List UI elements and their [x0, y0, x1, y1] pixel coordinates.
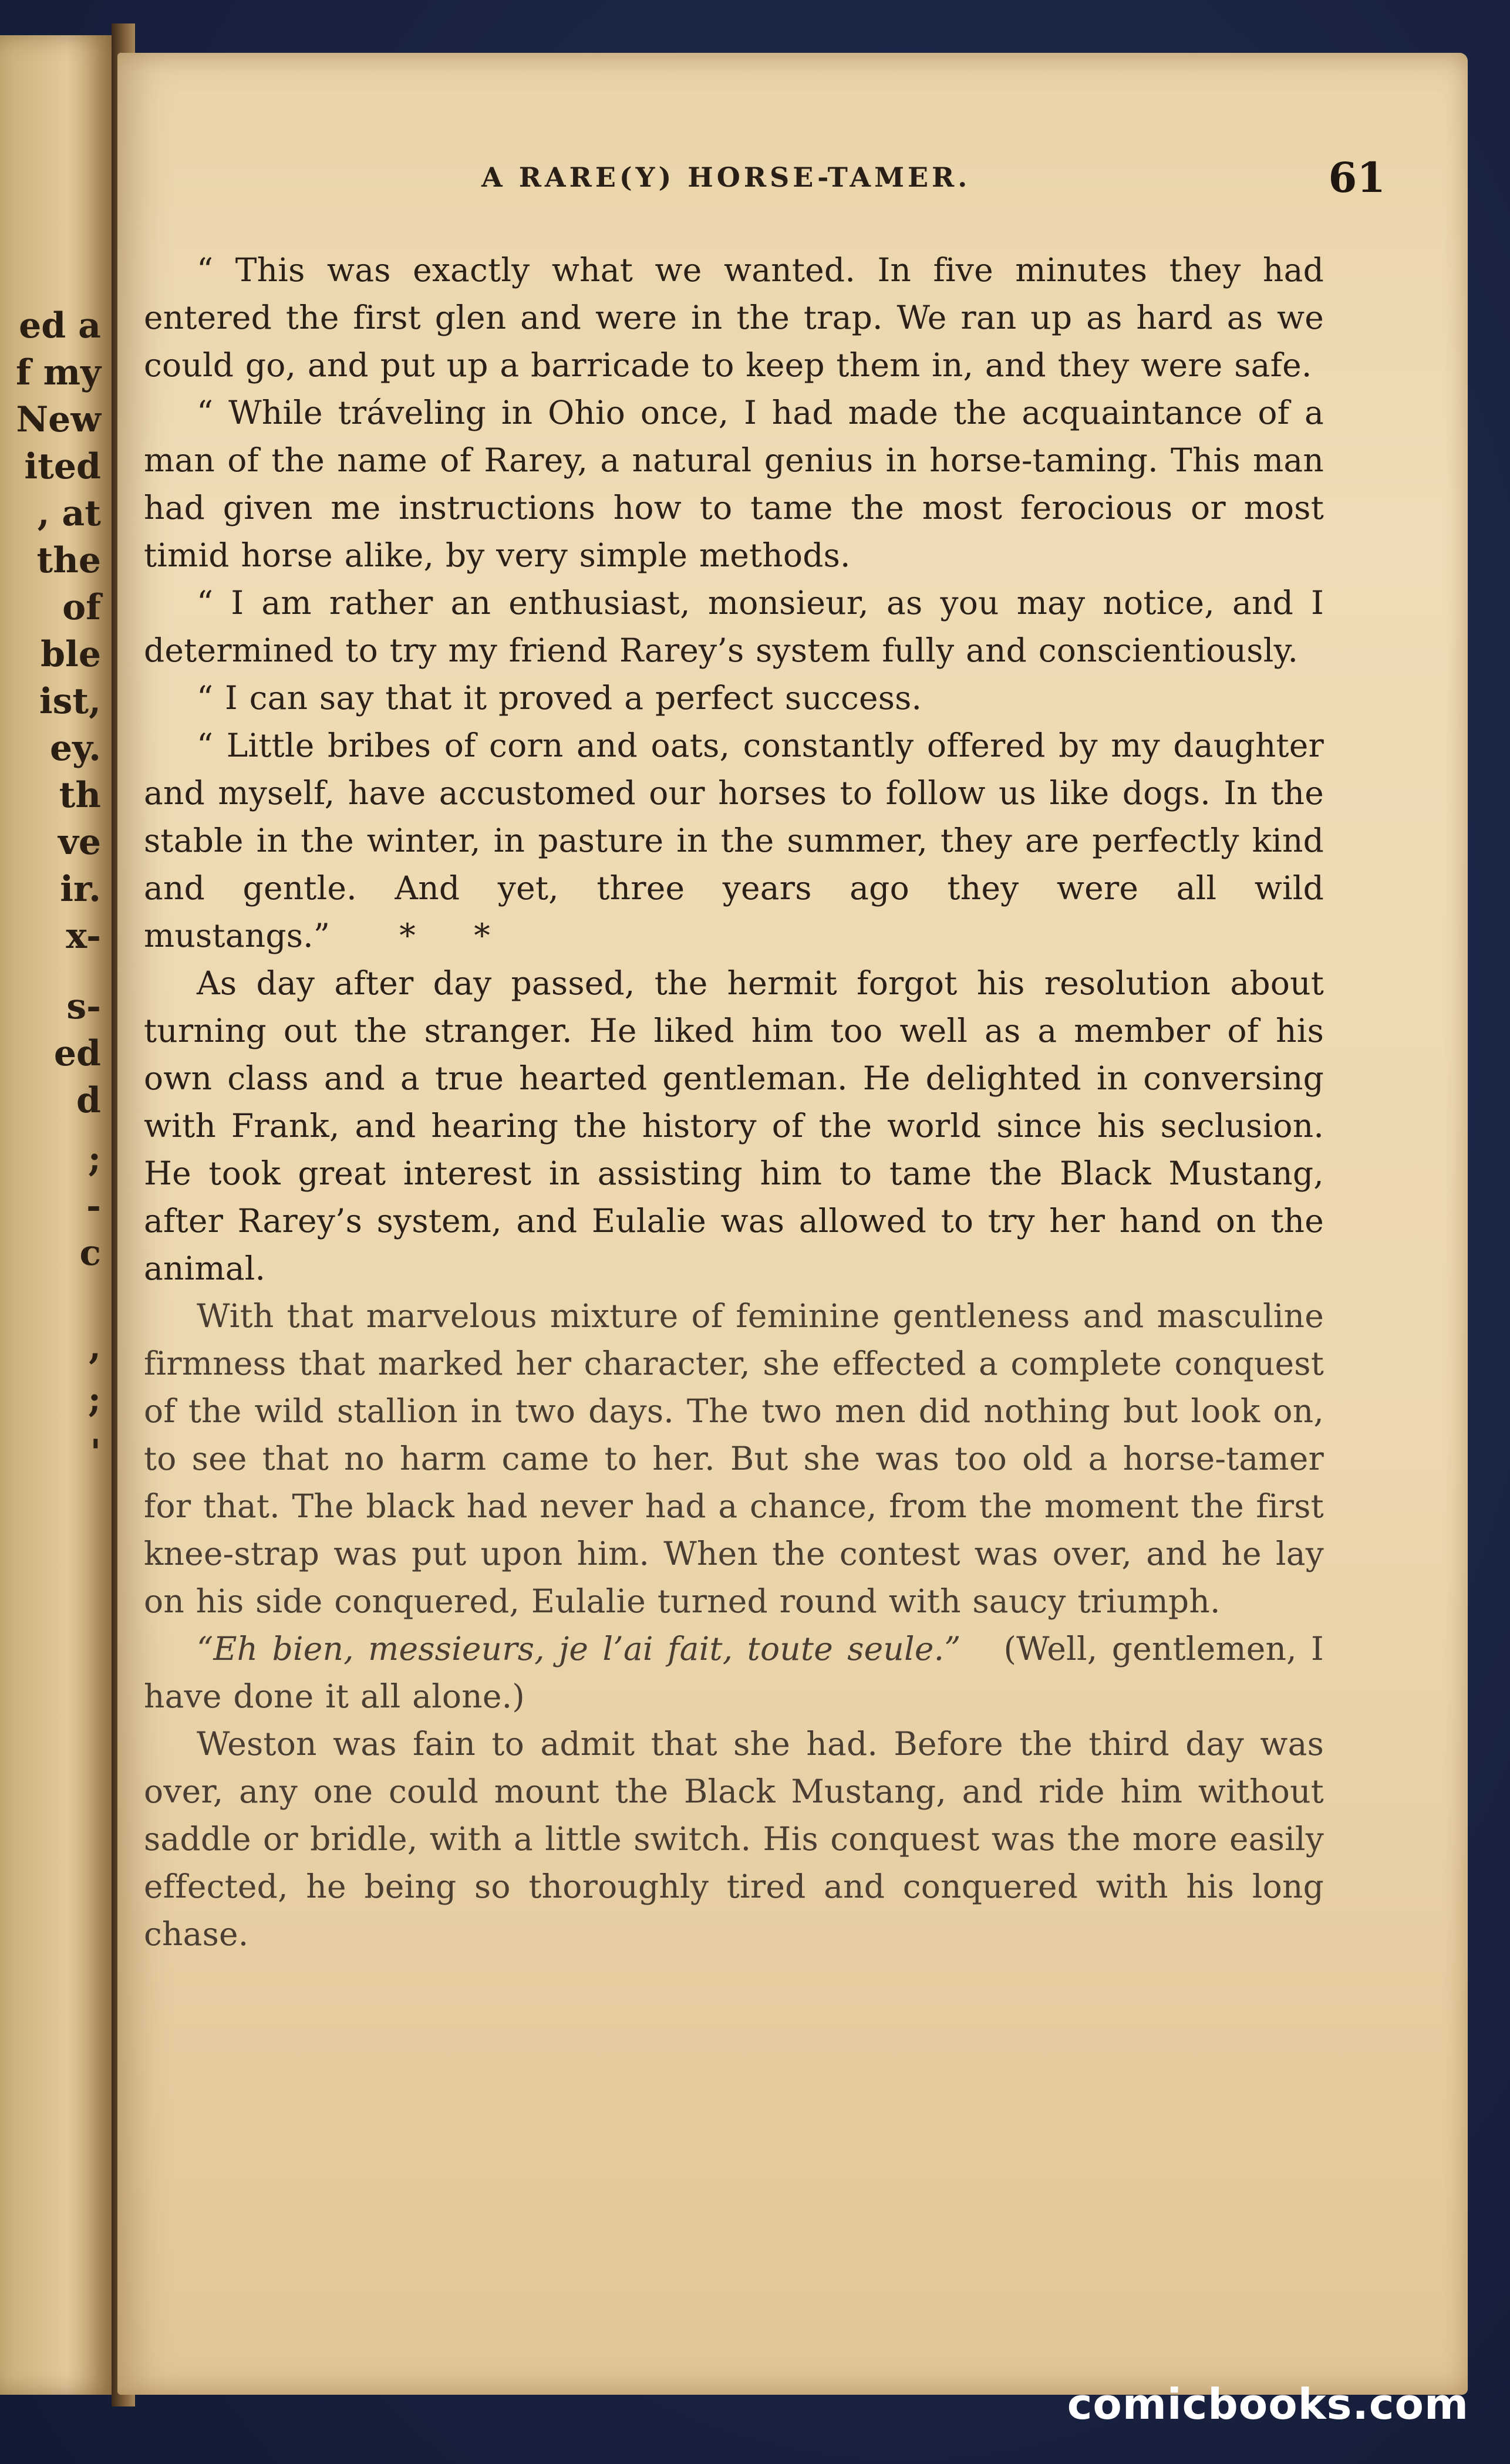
left-page-fragment: ed: [53, 1033, 101, 1074]
french-quote: “Eh bien, messieurs, je l’ai fait, toute seule.”: [197, 1630, 961, 1668]
paragraph-final: Weston was fain to admit that she had. Before the third day was over, any one could mount the Black Mustang, and ride him without saddle or bridle, with a little switch. His conquest was the more easily effected, he being so thoroughly tired and conquered with his long chase.: [144, 1725, 1324, 1953]
left-page-fragment: ed a: [19, 305, 101, 346]
paragraph: “ While tráveling in Ohio once, I had made the acquaintance of a man of the name of Rarey, a natural genius in horse-taming. This man had given me instructions how to tame the most ferocious or most timid horse alike, by very simple methods.: [144, 394, 1324, 574]
paragraph: As day after day passed, the hermit forgot his resolution about turning out the stranger. He liked him too well as a member of his own class and a true hearted gentleman. He delighted in conversing with Frank, and hearing the history of the world since his seclusion. He took great interest in assisting him to tame the Black Mustang, after Rarey’s system, and Eulalie was allowed to try her hand on the animal.: [144, 964, 1324, 1287]
left-page-fragment: the: [36, 540, 101, 581]
paragraph-french-quote: [144, 1625, 1324, 1720]
left-page-fragment: ;: [87, 1139, 101, 1180]
left-page-fragment: , at: [37, 493, 101, 534]
previous-page-edge: [0, 35, 115, 2395]
left-page-fragment: ': [90, 1432, 101, 1473]
left-page-fragment: ey.: [49, 728, 101, 769]
left-page-fragment: ,: [89, 1326, 101, 1368]
body-text: [144, 247, 1324, 2183]
running-head: [117, 153, 1468, 208]
left-page-fragment: ir.: [60, 869, 101, 910]
paragraph: “ This was exactly what we wanted. In five minutes they had entered the first glen and were in the trap. We ran up as hard as we could go, and put up a barricade to keep them in, and they were safe.: [144, 251, 1324, 384]
left-page-fragment: ble: [41, 634, 101, 675]
left-page-fragment: -: [86, 1186, 101, 1227]
left-page-fragment: ve: [58, 822, 101, 863]
watermark-logo: comicbooks.com: [1067, 2379, 1469, 2429]
left-page-fragment: ited: [24, 446, 101, 487]
paragraph: With that marvelous mixture of feminine gentleness and masculine firmness that marked her character, she effected a complete conquest of the wild stallion in two days. The two men did nothing but look on, to see that no harm came to her. But she was too old a horse-tamer for that. The black had never had a chance, from the moment the first knee-strap was put upon him. When the contest was over, and he lay on his side conquered, Eulalie turned round with saucy triumph.: [144, 1297, 1324, 1620]
left-page-fragment: f my: [15, 352, 101, 393]
paragraph: “ I can say that it proved a perfect success.: [197, 679, 922, 717]
left-page-fragment: New: [16, 399, 101, 440]
left-page-fragment: ;: [87, 1379, 101, 1420]
quote-translation: (Well, gentlemen, I have done it all alone.): [144, 1630, 1324, 1715]
paragraph-with-asterisks: [144, 722, 1324, 960]
left-page-fragment: of: [62, 587, 101, 628]
book-page: [117, 53, 1468, 2395]
left-page-fragment: c: [79, 1233, 101, 1274]
left-page-fragment: th: [59, 775, 101, 816]
paragraph-text: “ Little bribes of corn and oats, constantly offered by my daughter and myself, have accustomed our horses to follow us like dogs. In the stable in the winter, in pasture in the summer, they are perfectly kind and gentle. And yet, three years ago they were all wild mustangs.”: [144, 727, 1324, 954]
page-number: 61: [1328, 153, 1386, 202]
paragraph: “ I am rather an enthusiast, monsieur, as you may notice, and I determined to try my friend Rarey’s system fully and conscientiously.: [144, 584, 1324, 669]
section-break-asterisks: * *: [399, 917, 514, 954]
left-page-fragment: ist,: [39, 681, 101, 722]
left-page-fragment: x-: [66, 916, 101, 957]
running-head-title: A RARE(Y) HORSE-TAMER.: [481, 161, 971, 193]
left-page-fragment: d: [76, 1080, 101, 1121]
left-page-fragment: s-: [66, 986, 101, 1027]
